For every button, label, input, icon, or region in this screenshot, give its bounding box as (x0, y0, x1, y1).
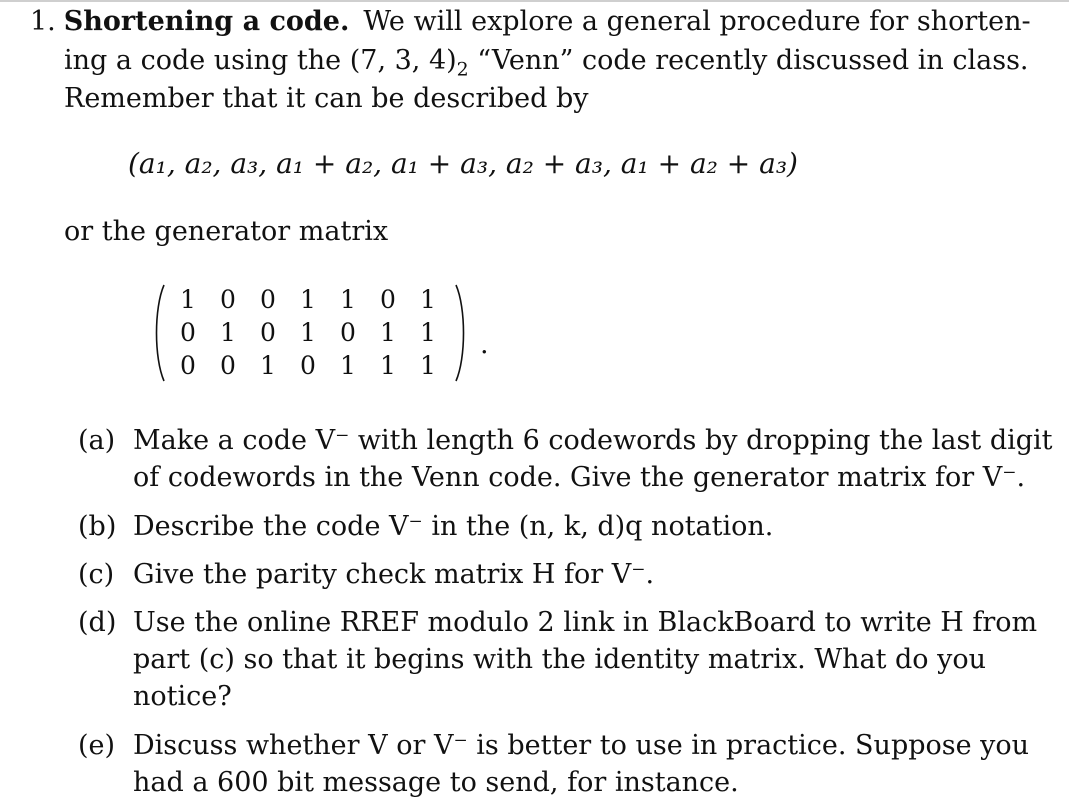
part-text-line: notice? (133, 681, 232, 712)
intro-line-2-end: “Venn” code recently discussed in class. (468, 45, 1029, 76)
generator-intro: or the generator matrix (64, 216, 389, 247)
part-label: (d) (78, 607, 117, 638)
matrix-grid (168, 283, 448, 382)
part-text-line: Discuss whether V or V⁻ is better to use in practice. Suppose you (133, 730, 1030, 761)
matrix-cell: 0 (220, 285, 236, 314)
matrix-cell: 1 (260, 351, 276, 380)
matrix-cell: 1 (180, 285, 196, 314)
part-label: (c) (78, 559, 115, 590)
part-text-line: of codewords in the Venn code. Give the generator matrix for V⁻. (133, 462, 1026, 493)
matrix-cell: 0 (260, 318, 276, 347)
matrix-row (168, 283, 448, 316)
matrix-cell: 1 (380, 318, 396, 347)
code-params-subscript: 2 (456, 58, 469, 81)
part-label: (a) (78, 425, 116, 456)
right-paren (454, 283, 468, 383)
matrix-cell: 0 (300, 351, 316, 380)
matrix-cell: 0 (180, 318, 196, 347)
part-text-line: part (c) so that it begins with the identity matrix. What do you (133, 644, 987, 675)
intro-line-2-start: ing a code using the (64, 45, 350, 76)
part-text-line: Describe the code V⁻ in the (n, k, d)q notation. (133, 511, 774, 542)
matrix-cell: 1 (420, 351, 436, 380)
left-paren (152, 283, 166, 383)
codeword-tuple: (a₁, a₂, a₃, a₁ + a₂, a₁ + a₃, a₂ + a₃, a₁ + a₂ + a₃) (128, 147, 798, 180)
part-text-line: Use the online RREF modulo 2 link in BlackBoard to write H from (133, 607, 1038, 638)
matrix-cell: 1 (300, 285, 316, 314)
matrix-cell: 1 (340, 285, 356, 314)
matrix-cell: 1 (220, 318, 236, 347)
matrix-cell: 1 (340, 351, 356, 380)
matrix-cell: 0 (260, 285, 276, 314)
matrix-cell: 1 (420, 318, 436, 347)
matrix-period: . (480, 329, 489, 360)
part-label: (b) (78, 511, 117, 542)
matrix-cell: 0 (180, 351, 196, 380)
part-label: (e) (78, 730, 116, 761)
matrix-cell: 0 (340, 318, 356, 347)
part-text-line: Make a code V⁻ with length 6 codewords by dropping the last digit (133, 425, 1053, 456)
matrix-cell: 1 (380, 351, 396, 380)
problem-heading-line (30, 5, 1031, 39)
generator-matrix (152, 283, 470, 383)
intro-line-3: Remember that it can be described by (64, 83, 589, 114)
matrix-cell: 1 (420, 285, 436, 314)
code-params: (7, 3, 4) (349, 45, 457, 76)
intro-line-2 (64, 44, 1029, 87)
problem-title: Shortening a code. (63, 6, 350, 37)
matrix-cell: 0 (220, 351, 236, 380)
part-text-line: had a 600 bit message to send, for instance. (133, 767, 739, 798)
matrix-row (168, 316, 448, 349)
matrix-row (168, 349, 448, 382)
matrix-cell: 0 (380, 285, 396, 314)
problem-number: 1. (30, 6, 56, 37)
matrix-cell: 1 (300, 318, 316, 347)
part-text-line: Give the parity check matrix H for V⁻. (133, 559, 655, 590)
top-rule (0, 0, 1069, 2)
intro-line-1: We will explore a general procedure for shorten- (363, 6, 1031, 37)
